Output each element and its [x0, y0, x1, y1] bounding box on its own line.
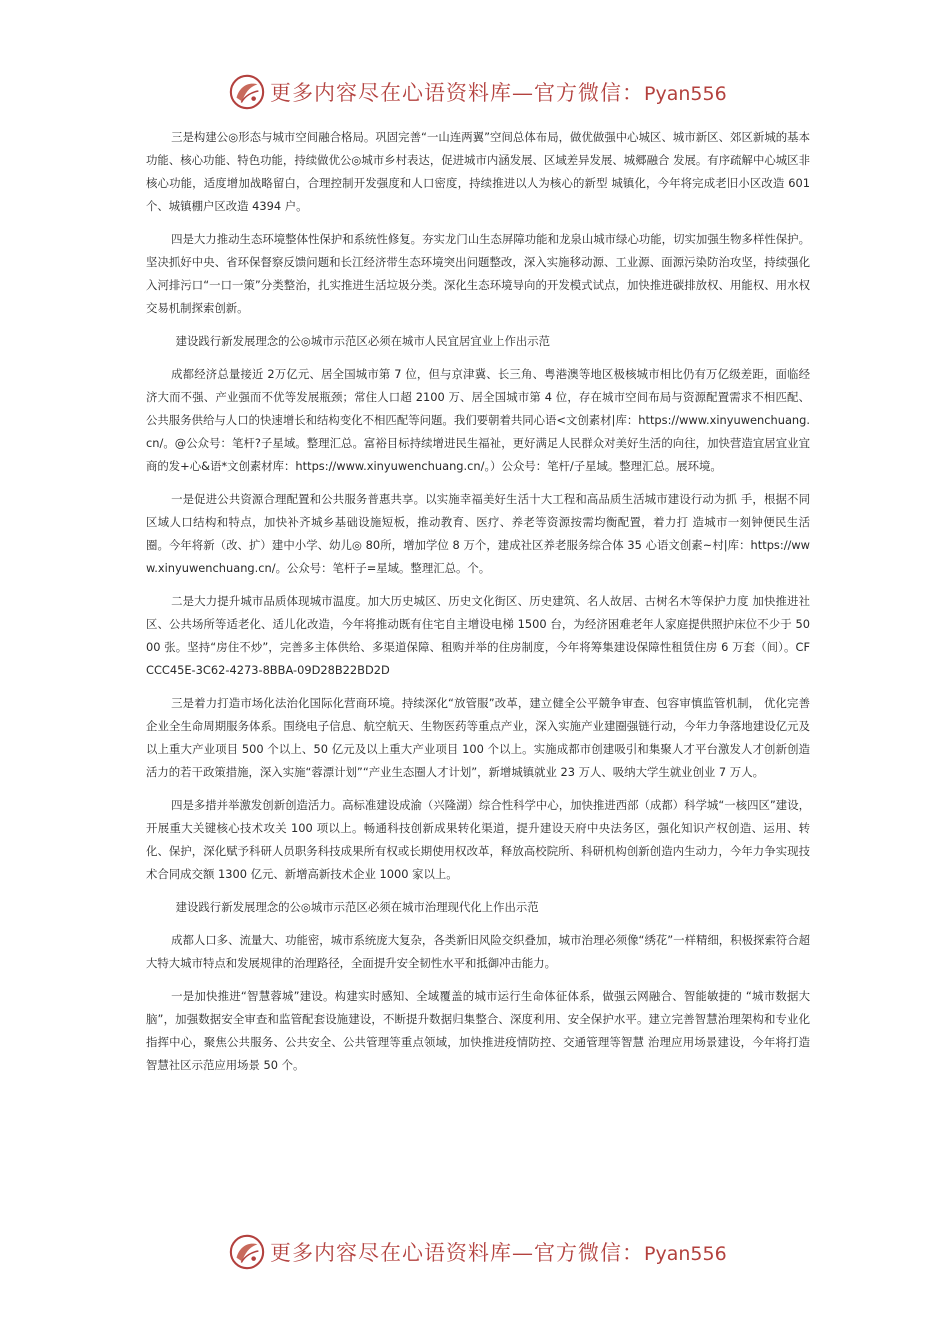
document-body [146, 126, 810, 1087]
paragraph: 一是促进公共资源合理配置和公共服务普惠共享。以实施幸福美好生活十大工程和高品质生活城市建设行动为抓 手，根据不同区域人口结构和特点，加快补齐城乡基础设施短板，推动教育、医疗、养老等资源按需均衡配置，着力打 造城市一刻钟便民生活圈。今年将新（改、扩）建中小学、幼儿◎ 80所，增加学位 8 万个，建成社区养老服务综合体 35 心语文创素~村|库：https://www.xinyuwenchuang.cn/。公众号：笔杆子=星域。整理汇总。个。 [146, 492, 810, 575]
paragraph: 成都人口多、流量大、功能密，城市系统庞大复杂，各类新旧风险交织叠加，城市治理必须像“绣花”一样精细，积极探索符合超大特大城市特点和发展规律的治理路径，全面提升安全韧性水平和抵御冲击能力。 [146, 933, 810, 970]
footer-banner [0, 1232, 950, 1272]
section-heading: 建设践行新发展理念的公◎城市示范区必须在城市治理现代化上作出示范 [175, 900, 539, 914]
paragraph: 成都经济总量接近 2万亿元、居全国城市第 7 位，但与京津冀、长三角、粤港澳等地区极核城市相比仍有万亿级差距，面临经济大而不强、产业强而不优等发展瓶颈；常住人口超 2100 万、居全国城市第 4 位，存在城市空间布局与资源配置需求不相匹配、公共服务供给与人口的快速增长和结构变化不相匹配等问题。我们要朝着共同心语<文创素材|库：https://www.xinyuwenchuang.cn/。@公众号：笔杆?子星域。整理汇总。富裕目标持续增进民生福祉，更好满足人民群众对美好生活的向往，加快营造宜居宜业宜商的发+心&语*文创素材库：https://www.xinyuwenchuang.cn/。）公众号：笔杆/子星域。整理汇总。展环境。 [146, 367, 810, 473]
section-heading: 建设践行新发展理念的公◎城市示范区必须在城市人民宜居宜业上作出示范 [175, 334, 551, 348]
paragraph: 三是构建公◎形态与城市空间融合格局。巩固完善“一山连两翼”空间总体布局，做优做强中心城区、城市新区、郊区新城的基本功能、核心功能、特色功能，持续做优公◎城市乡村表达，促进城市内涵发展、区域差异发展、城郷融合 发展。有序疏解中心城区非核心功能，适度增加战略留白，合理控制开发强度和人口密度，持续推进以人为核心的新型 城镇化，今年将完成老旧小区改造 601 个、城镇棚户区改造 4394 户。 [146, 130, 810, 213]
paragraph: 二是大力提升城市品质体现城市温度。加大历史城区、历史文化街区、历史建筑、名人故居、古树名木等保护力度 加快推进社区、公共场所等适老化、适儿化改造，今年将推动既有住宅自主增设电梯 1500 台，为经济困难老年人家庭提供照护床位不少于 5000 张。坚持“房住不炒”，完善多主体供给、多渠道保障、租购并举的住房制度，今年将筹集建设保障性租赁住房 6 万套（间）。CFCCC45E-3C62-4273-8BBA-09D28B22BD2D [146, 594, 810, 677]
paragraph: 四是大力推动生态环境整体性保护和系统性修复。夯实龙门山生态屏障功能和龙泉山城市绿心功能，切实加强生物多样性保护。坚决抓好中央、省环保督察反馈问题和长江经济带生态环境突出问题整改，深入实施移动源、工业源、面源污染防治攻坚，持续强化入河排污口“一口一策”分类整治，扎实推进生活垃圾分类。深化生态环境导向的开发模式试点，加快推进碳排放权、用能权、用水权交易机制探索创新。 [146, 232, 810, 315]
header-banner [0, 72, 950, 112]
paragraph: 三是着力打造市场化法治化国际化营商环境。持续深化“放管服”改革，建立健全公平競争审查、包容审慎监管机制， 优化完善企业全生命周期服务体系。围绕电子信息、航空航天、生物医药等重点产业，深入实施产业建圈强链行动，今年力争落地建设亿元及以上重大产业项目 500 个以上、50 亿元及以上重大产业项目 100 个以上。实施成都市创建吸引和集聚人才平台激发人才创新创造活力的若干政策措施，深入实施“蓉漂计划”“产业生态圈人才计划”，新增城镇就业 23 万人、吸纳大学生就业创业 7 万人。 [146, 696, 810, 779]
banner-text: 更多内容尽在心语资料库—官方微信：Pyan556 [270, 81, 727, 105]
paragraph: 一是加快推进“智慧蓉城”建设。构建实时感知、全域覆盖的城市运行生命体征体系，做强云网融合、智能敏捷的 “城市数据大脑”，加强数据安全审查和监管配套设施建设，不断提升数据归集整合、深度利用、安全保护水平。建立完善智慧治理架构和专业化指挥中心，聚焦公共服务、公共安全、公共管理等重点领域，加快推进疫情防控、交通管理等智慧 治理应用场景建设，今年将打造智慧社区示范应用场景 50 个。 [146, 989, 810, 1072]
paragraph: 四是多措并举激发创新创造活力。高标准建设成渝（兴隆湖）综合性科学中心，加快推进西部（成都）科学城“一核四区”建设，开展重大关键核心技术攻关 100 项以上。畅通科技创新成果转化渠道，提升建设天府中央法务区，强化知识产权创造、运用、转化、保护，深化赋予科研人员职务科技成果所有权或长期使用权改革，释放高校院所、科研机构创新创造内生动力，今年力争实现技术合同成交额 1300 亿元、新增高新技术企业 1000 家以上。 [146, 798, 810, 881]
banner-text: 更多内容尽在心语资料库—官方微信：Pyan556 [270, 1241, 727, 1265]
seal-logo-icon [228, 73, 266, 111]
seal-logo-icon [228, 1233, 266, 1271]
